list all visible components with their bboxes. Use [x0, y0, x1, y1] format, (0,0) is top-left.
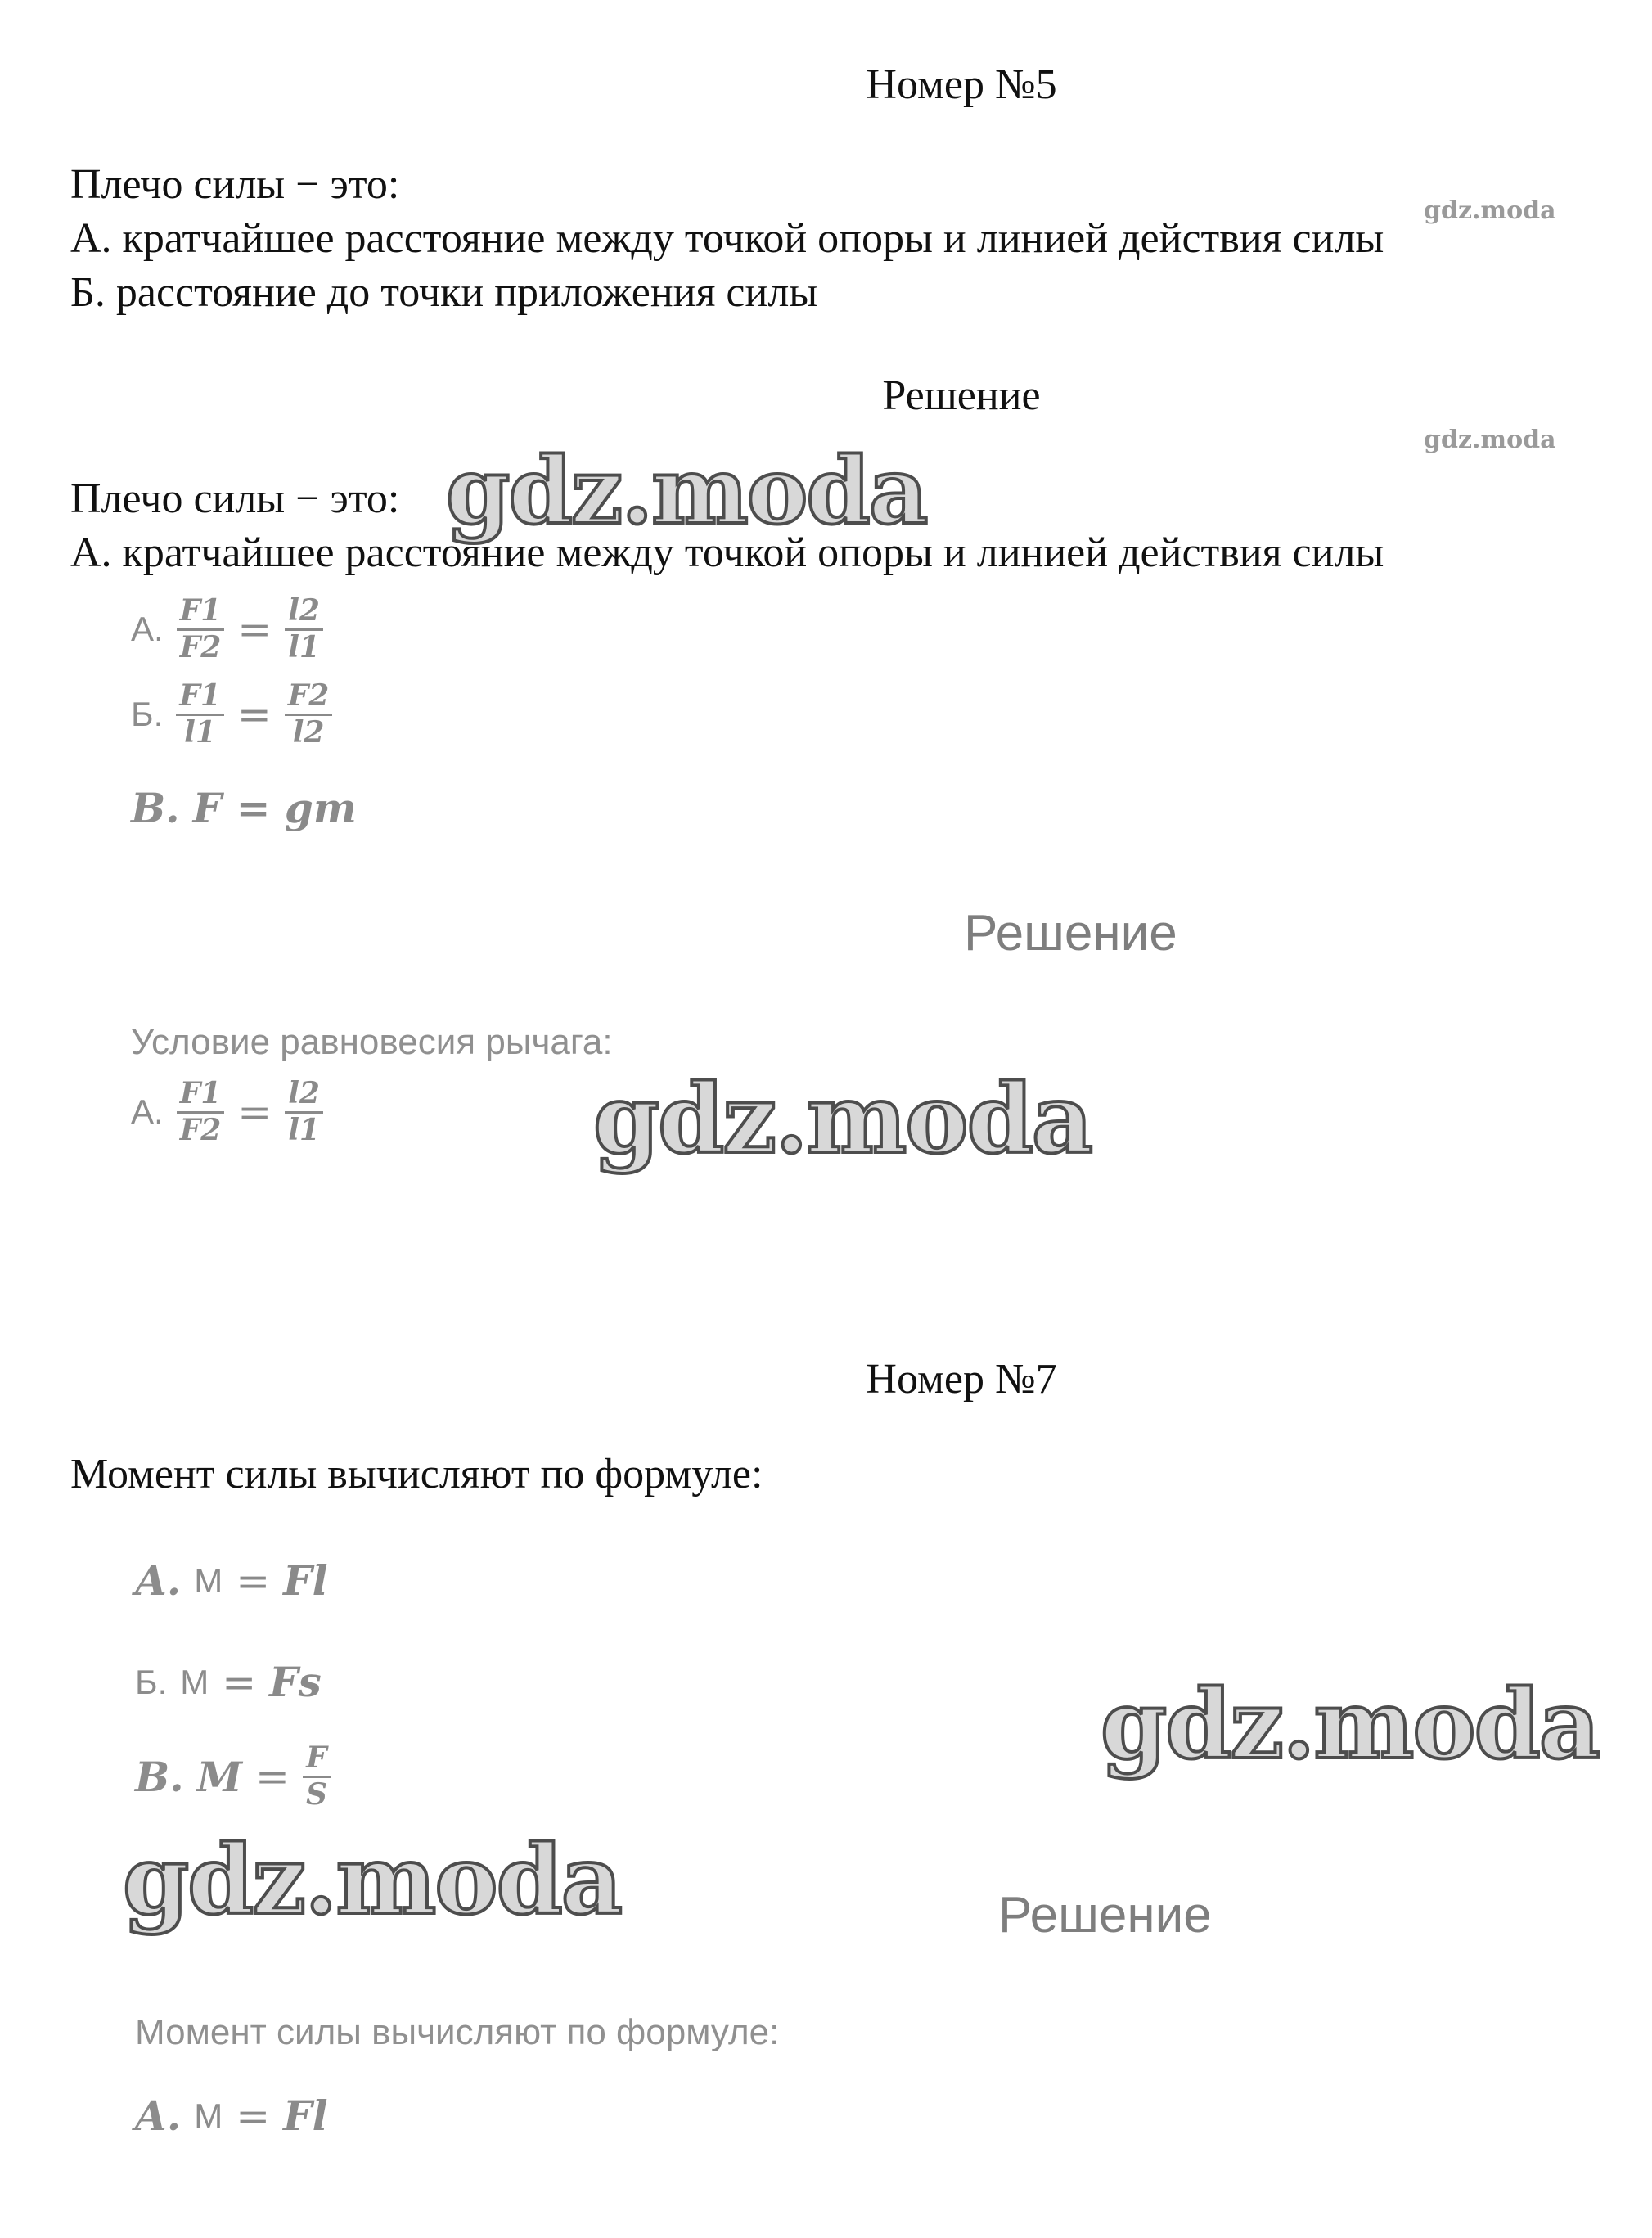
watermark-large: gdz.moda [123, 1825, 621, 1936]
task6-option-b: Б. $\frac{F1}{l1}$ = $\frac{F2}{l2}$ [131, 681, 332, 749]
task7-solution-title: Решение [998, 1887, 1212, 1943]
task5-answer-lead: Плечо силы − это: [70, 475, 400, 522]
task5-title: Номер №5 [866, 61, 1057, 108]
task5-solution-title: Решение [882, 372, 1041, 419]
watermark-large: gdz.moda [593, 1064, 1092, 1175]
task7-answer: A. M = Fl [135, 2092, 328, 2140]
watermark-small: gdz.moda [1424, 426, 1556, 454]
task7-question: Момент силы вычисляют по формуле: [70, 1451, 763, 1497]
task5-option-a: А. кратчайшее расстояние между точкой опоры и линией действия силы [70, 215, 1384, 262]
task7-option-a: A. M = Fl [135, 1556, 328, 1605]
watermark-large: gdz.moda [1101, 1669, 1599, 1781]
task7-answer-lead: Момент силы вычисляют по формуле: [135, 2012, 780, 2052]
task7-title: Номер №7 [866, 1356, 1057, 1403]
task6-answer-lead: Условие равновесия рычага: [131, 1022, 613, 1062]
task5-answer: А. кратчайшее расстояние между точкой опоры и линией действия силы [70, 529, 1384, 576]
task6-option-c: B. F = gm [131, 784, 357, 832]
task7-option-c: B. M = $\frac{F}{S}$ [135, 1743, 331, 1811]
task6-solution-title: Решение [964, 905, 1177, 961]
task6-option-a: А. $\frac{F1}{F2}$ = $\frac{l2}{l1}$ [131, 596, 323, 664]
task5-question: Плечо силы − это: [70, 161, 400, 208]
task7-option-b: Б. M = Fs [135, 1658, 322, 1706]
watermark-large: gdz.moda [446, 438, 927, 545]
task5-option-b: Б. расстояние до точки приложения силы [70, 269, 818, 316]
watermark-small: gdz.moda [1424, 196, 1556, 225]
task6-answer: А. $\frac{F1}{F2}$ = $\frac{l2}{l1}$ [131, 1078, 323, 1146]
